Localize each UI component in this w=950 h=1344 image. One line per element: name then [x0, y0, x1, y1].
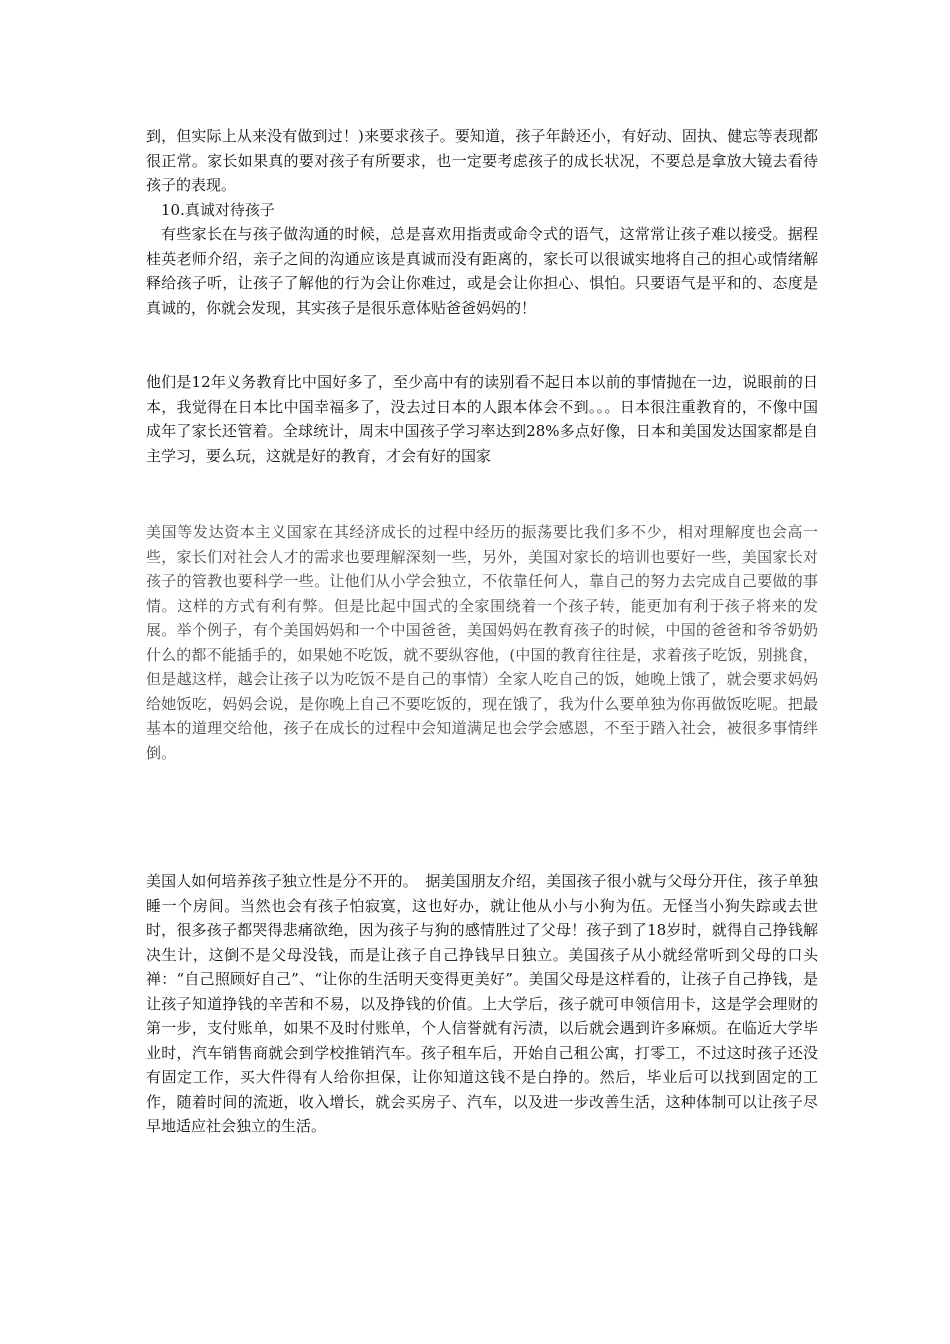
paragraph-parenting-expectations: 到，但实际上从来没有做到过！)来要求孩子。要知道，孩子年龄还小，有好动、固执、健忘等表现都很正常。家长如果真的要对孩子有所要求，也一定要考虑孩子的成长状况，不要总是拿放大镜去看待孩子的表现。 [146, 127, 818, 194]
text-section-1 [146, 124, 818, 320]
text-section-2 [146, 370, 818, 468]
paragraph-american-parenting: 美国等发达资本主义国家在其经济成长的过程中经历的振荡要比我们多不少，相对理解度也会高一些，家长们对社会人才的需求也要理解深刻一些，另外，美国对家长的培训也要好一些，美国家长对孩子的管教也要科学一些。让他们从小学会独立，不依靠任何人，靠自己的努力去完成自己要做的事情。这样的方式有利有弊。但是比起中国式的全家围绕着一个孩子转，能更加有利于孩子将来的发展。举个例子，有个美国妈妈和一个中国爸爸，美国妈妈在教育孩子的时候，中国的爸爸和爷爷奶奶什么的都不能插手的，如果她不吃饭，就不要纵容他，(中国的教育往往是，求着孩子吃饭，别挑食，但是越这样，越会让孩子以为吃饭不是自己的事情）全家人吃自己的饭，她晚上饿了，就会要求妈妈给她饭吃，妈妈会说，是你晚上自己不要吃饭的，现在饿了，我为什么要单独为你再做饭吃呢。把最基本的道理交给他，孩子在成长的过程中会知道满足也会学会感恩，不至于踏入社会，被很多事情绊倒。 [146, 523, 818, 762]
paragraph-sincere-communication: 有些家长在与孩子做沟通的时候，总是喜欢用指责或命令式的语气，这常常让孩子难以接受。据程桂英老师介绍，亲子之间的沟通应该是真诚而没有距离的，家长可以很诚实地将自己的担心或情绪解释给孩子听，让孩子了解他的行为会让你难过，或是会让你担心、惧怕。只要语气是平和的、态度是真诚的，你就会发现，其实孩子是很乐意体贴爸爸妈妈的！ [146, 225, 818, 317]
paragraph-american-independence: 美国人如何培养孩子独立性是分不开的。 据美国朋友介绍，美国孩子很小就与父母分开住，孩子单独睡一个房间。当然也会有孩子怕寂寞，这也好办，就让他从小与小狗为伍。无怪当小狗失踪或去世时，很多孩子都哭得悲痛欲绝，因为孩子与狗的感情胜过了父母！孩子到了18岁时，就得自己挣钱解决生计，这倒不是父母没钱，而是让孩子自己挣钱早日独立。美国孩子从小就经常听到父母的口头禅：“自己照顾好自己”、“让你的生活明天变得更美好”。美国父母是这样看的，让孩子自己挣钱，是让孩子知道挣钱的辛苦和不易，以及挣钱的价值。上大学后，孩子就可申领信用卡，这是学会理财的第一步，支付账单，如果不及时付账单，个人信誉就有污渍，以后就会遇到许多麻烦。在临近大学毕业时，汽车销售商就会到学校推销汽车。孩子租车后，开始自己租公寓，打零工，不过这时孩子还没有固定工作，买大件得有人给你担保，让你知道这钱不是白挣的。然后，毕业后可以找到固定的工作，随着时间的流逝，收入增长，就会买房子、汽车，以及进一步改善生活，这种体制可以让孩子尽早地适应社会独立的生活。 [146, 872, 818, 1135]
paragraph-japan-education: 他们是12年义务教育比中国好多了，至少高中有的读别看不起日本以前的事情抛在一边，说眼前的日本，我觉得在日本比中国幸福多了，没去过日本的人跟本体会不到。。。日本很注重教育的，不像中国成年了家长还管着。全球统计，周末中国孩子学习率达到28%多点好像，日本和美国发达国家都是自主学习，要么玩，这就是好的教育，才会有好的国家 [146, 373, 818, 465]
text-section-3 [146, 520, 818, 765]
section-heading-sincerity: 10.真诚对待孩子 [161, 200, 275, 219]
text-section-4 [146, 869, 818, 1139]
